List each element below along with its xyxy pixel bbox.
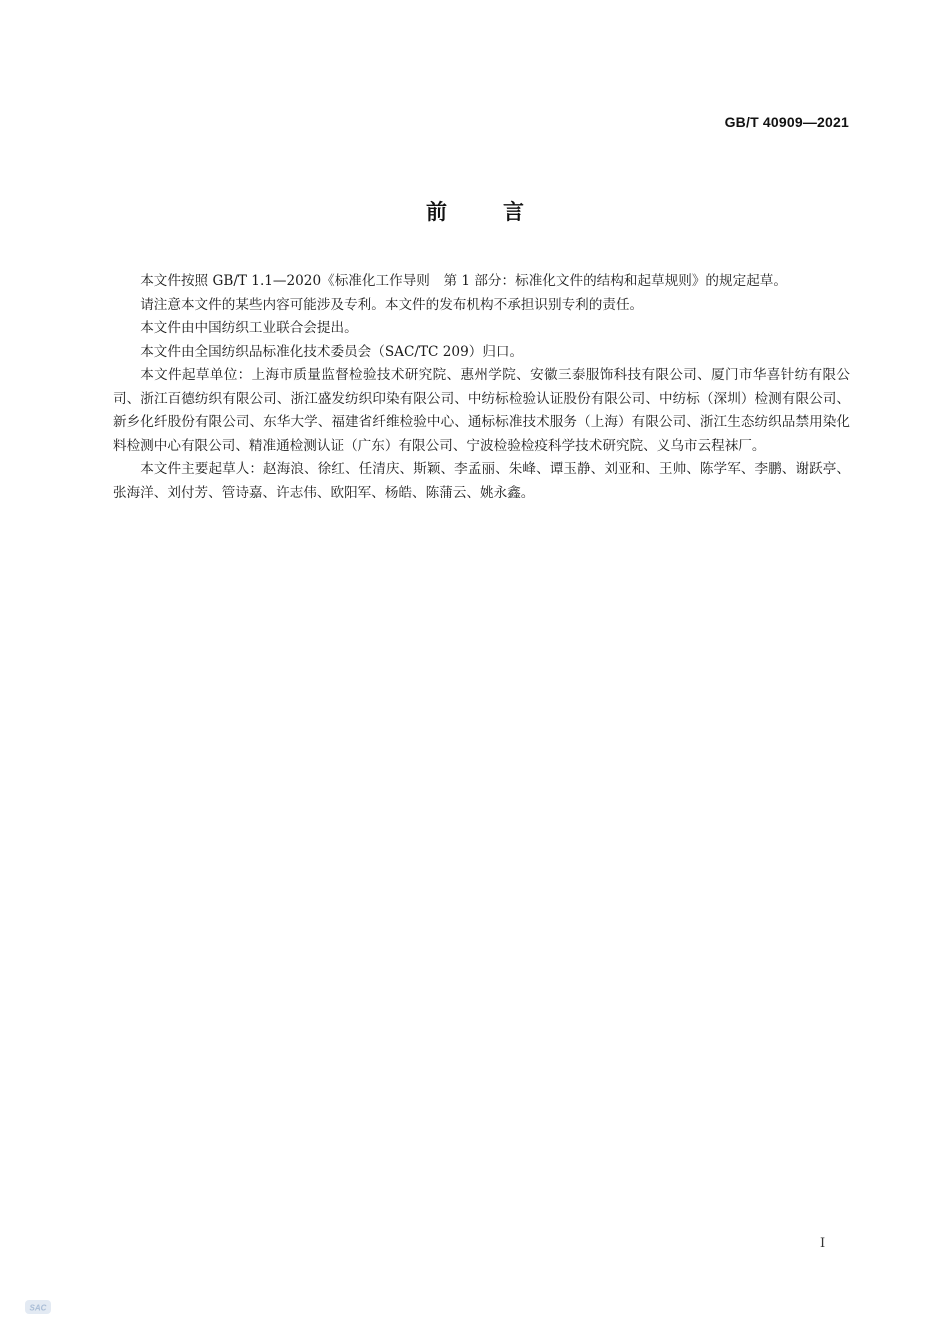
svg-text:SAC: SAC <box>29 1303 47 1313</box>
page-number: I <box>820 1236 826 1251</box>
paragraph-drafters: 本文件主要起草人：赵海浪、徐红、任清庆、斯颖、李孟丽、朱峰、谭玉静、刘亚和、王帅、陈学军、李鹏、谢跃亭、张海洋、刘付芳、管诗嘉、许志伟、欧阳军、杨皓、陈蒲云、姚永鑫。 <box>113 461 850 501</box>
paragraph-proposer: 本文件由中国纺织工业联合会提出。 <box>140 320 358 336</box>
standard-code: GB/T 40909—2021 <box>724 114 849 130</box>
paragraph-technical-committee: 本文件由全国纺织品标准化技术委员会（SAC/TC 209）归口。 <box>140 343 524 360</box>
paragraph-patent-notice: 请注意本文件的某些内容可能涉及专利。本文件的发布机构不承担识别专利的责任。 <box>140 296 644 313</box>
paragraph-drafting-organizations: 本文件起草单位：上海市质量监督检验技术研究院、惠州学院、安徽三泰服饰科技有限公司、厦门市华喜针纺有限公司、浙江百德纺织有限公司、浙江盛发纺织印染有限公司、中纺标检验认证股份有限公司、中纺标（深圳）检测有限公司、新乡化纤股份有限公司、东华大学、福建省纤维检验中心、通标标准技术服务（上海）有限公司、浙江生态纺织品禁用染化料检测中心有限公司、精准通检测认证（广东）有限公司、宁波检验检疫科学技术研究院、义乌市云程袜厂。 <box>113 367 850 454</box>
paragraph-drafting-rules: 本文件按照 GB/T 1.1—2020《标准化工作导则 第 1 部分：标准化文件的结构和起草规则》的规定起草。 <box>140 273 787 289</box>
sac-logo-icon <box>24 1298 52 1316</box>
page-title: 前言 <box>426 200 580 224</box>
preface-body <box>113 270 850 505</box>
